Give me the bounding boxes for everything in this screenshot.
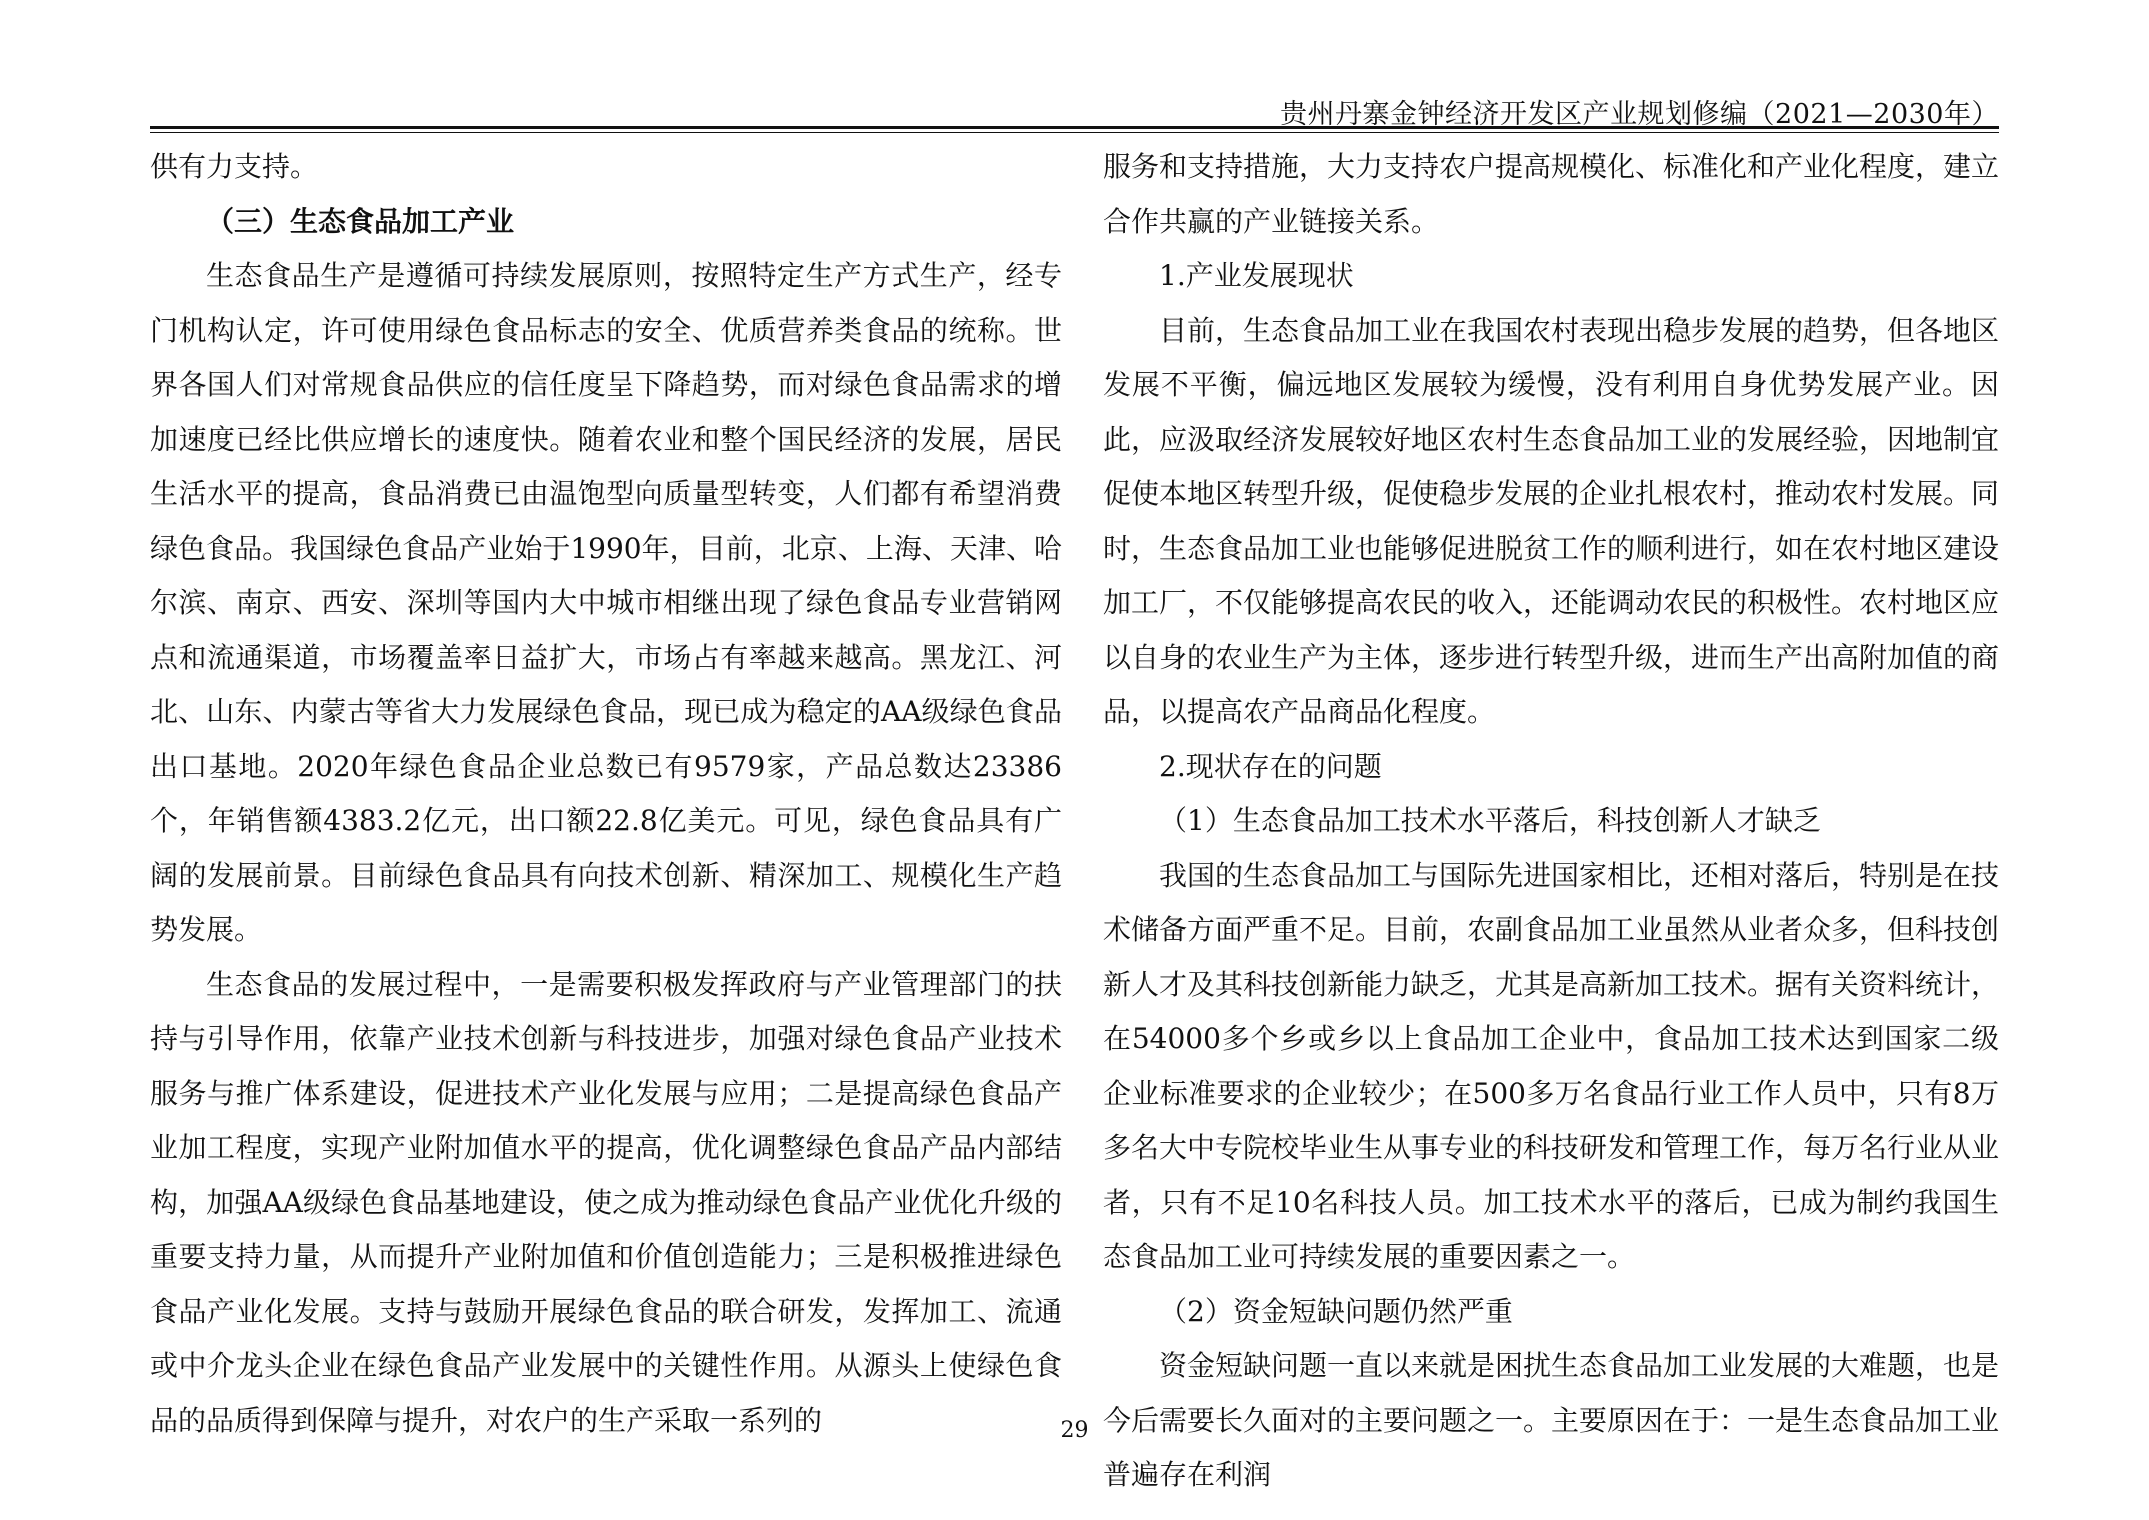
header-rule-thick [150, 126, 1999, 129]
body-paragraph: 资金短缺问题一直以来就是困扰生态食品加工业发展的大难题，也是今后需要长久面对的主要问题之一。主要原因在于：一是生态食品加工业普遍存在利润 [1103, 1349, 2000, 1491]
section-heading: （三）生态食品加工产业 [206, 204, 515, 238]
item-heading: （2）资金短缺问题仍然严重 [1159, 1294, 1513, 1328]
continued-paragraph: 供有力支持。 [150, 150, 319, 183]
left-column [150, 140, 1062, 1448]
item-heading: （1）生态食品加工技术水平落后，科技创新人才缺乏 [1159, 804, 1821, 837]
subsection-heading: 2.现状存在的问题 [1159, 749, 1382, 783]
body-paragraph: 我国的生态食品加工与国际先进国家相比，还相对落后，特别是在技术储备方面严重不足。目前，农副食品加工业虽然从业者众多，但科技创新人才及其科技创新能力缺乏，尤其是高新加工技术。据有关资料统计，在54000多个乡或乡以上食品加工企业中，食品加工技术达到国家二级企业标准要求的企业较少；在500多万名食品行业工作人员中，只有8万多名大中专院校毕业生从事专业的科技研发和管理工作，每万名行业从业者，只有不足10名科技人员。加工技术水平的落后，已成为制约我国生态食品加工业可持续发展的重要因素之一。 [1103, 858, 2000, 1273]
body-paragraph: 目前，生态食品加工业在我国农村表现出稳步发展的趋势，但各地区发展不平衡，偏远地区发展较为缓慢，没有利用自身优势发展产业。因此，应汲取经济发展较好地区农村生态食品加工业的发展经验，因地制宜促使本地区转型升级，促使稳步发展的企业扎根农村，推动农村发展。同时，生态食品加工业也能够促进脱贫工作的顺利进行，如在农村地区建设加工厂，不仅能够提高农民的收入，还能调动农民的积极性。农村地区应以自身的农业生产为主体，逐步进行转型升级，进而生产出高附加值的商品，以提高农产品商品化程度。 [1103, 313, 2000, 728]
header-rule-thin [150, 132, 1999, 133]
continued-paragraph: 服务和支持措施，大力支持农户提高规模化、标准化和产业化程度，建立合作共赢的产业链接关系。 [1103, 150, 2000, 238]
body-paragraph: 生态食品生产是遵循可持续发展原则，按照特定生产方式生产，经专门机构认定，许可使用绿色食品标志的安全、优质营养类食品的统称。世界各国人们对常规食品供应的信任度呈下降趋势，而对绿色食品需求的增加速度已经比供应增长的速度快。随着农业和整个国民经济的发展，居民生活水平的提高，食品消费已由温饱型向质量型转变，人们都有希望消费绿色食品。我国绿色食品产业始于1990年，目前，北京、上海、天津、哈尔滨、南京、西安、深圳等国内大中城市相继出现了绿色食品专业营销网点和流通渠道，市场覆盖率日益扩大，市场占有率越来越高。黑龙江、河北、山东、内蒙古等省大力发展绿色食品，现已成为稳定的AA级绿色食品出口基地。2020年绿色食品企业总数已有9579家，产品总数达23386个，年销售额4383.2亿元，出口额22.8亿美元。可见，绿色食品具有广阔的发展前景。目前绿色食品具有向技术创新、精深加工、规模化生产趋势发展。 [150, 259, 1062, 946]
right-column [1103, 140, 1999, 1503]
body-paragraph: 生态食品的发展过程中，一是需要积极发挥政府与产业管理部门的扶持与引导作用，依靠产业技术创新与科技进步，加强对绿色食品产业技术服务与推广体系建设，促进技术产业化发展与应用；二是提高绿色食品产业加工程度，实现产业附加值水平的提高，优化调整绿色食品产品内部结构，加强AA级绿色食品基地建设，使之成为推动绿色食品产业优化升级的重要支持力量，从而提升产业附加值和价值创造能力；三是积极推进绿色食品产业化发展。支持与鼓励开展绿色食品的联合研发，发挥加工、流通或中介龙头企业在绿色食品产业发展中的关键性作用。从源头上使绿色食品的品质得到保障与提升，对农户的生产采取一系列的 [150, 967, 1062, 1437]
page-number: 29 [1060, 1418, 1089, 1443]
subsection-heading: 1.产业发展现状 [1159, 259, 1354, 292]
running-header-title: 贵州丹寨金钟经济开发区产业规划修编（2021—2030年） [1280, 99, 1999, 130]
